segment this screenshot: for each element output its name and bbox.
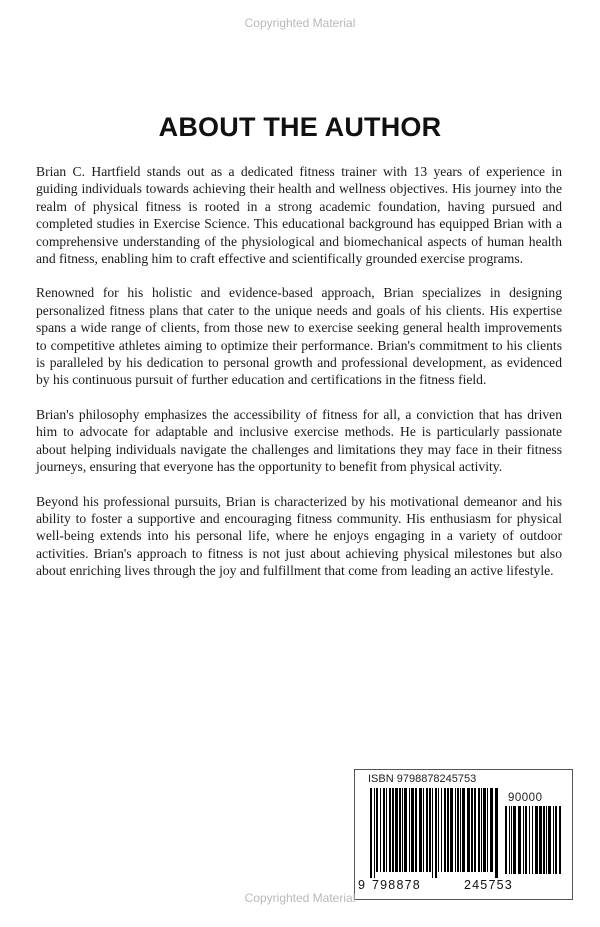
- barcode-bar: [523, 806, 524, 874]
- barcode-bar: [392, 788, 394, 872]
- bio-paragraph-3: Brian's philosophy emphasizes the accessibility of fitness for all, a conviction that has driven him to advocate for adaptable and inclusive exercise methods. He is particularly passionate about helping individuals navigate the challenges and limitations they may face in their fitness journeys, ensuring that everyone has the opportunity to benefit from physical activity.: [36, 406, 562, 475]
- barcode-bar: [435, 788, 437, 878]
- barcode-bar: [483, 788, 486, 872]
- barcode-bar: [546, 806, 547, 874]
- barcode-bar: [404, 788, 407, 872]
- barcode-bar: [490, 788, 493, 872]
- barcode-bar: [535, 806, 538, 874]
- barcode-bar: [532, 806, 533, 874]
- barcode-bar: [415, 788, 417, 872]
- barcode-bar: [548, 806, 551, 874]
- barcode-bar: [511, 806, 512, 874]
- barcode-digit-first: 9: [358, 878, 367, 892]
- copyright-watermark-bottom: Copyrighted Material: [244, 891, 356, 905]
- barcode-bar: [553, 806, 554, 874]
- barcode-bar: [370, 788, 372, 878]
- isbn-barcode: [354, 769, 573, 900]
- barcode-bar: [518, 806, 521, 874]
- barcode-bar: [447, 788, 449, 872]
- barcode-bar: [402, 788, 403, 872]
- barcode-bar: [374, 788, 375, 878]
- barcode-bar: [529, 806, 530, 874]
- barcode-digits-left: 798878: [372, 878, 421, 892]
- page-title: ABOUT THE AUTHOR: [158, 112, 442, 142]
- barcode-bar: [478, 788, 480, 872]
- barcode-bar: [462, 788, 465, 872]
- isbn-label: ISBN 9798878245753: [368, 773, 477, 785]
- barcode-bar: [525, 806, 527, 874]
- barcode-bar: [395, 788, 398, 872]
- barcode-bar: [399, 788, 401, 872]
- barcode-bar: [426, 788, 428, 872]
- barcode-bar: [467, 788, 470, 872]
- barcode-bar: [559, 806, 561, 874]
- addon-barcode-bars-icon: [505, 806, 565, 874]
- barcode-bar: [513, 806, 516, 874]
- copyright-watermark-top: Copyrighted Material: [244, 16, 356, 30]
- barcode-bar: [509, 806, 510, 874]
- barcode-bar: [376, 788, 378, 872]
- barcode-bar: [457, 788, 459, 872]
- barcode-bar: [505, 806, 507, 874]
- barcode-bar: [455, 788, 456, 872]
- bio-paragraph-4: Beyond his professional pursuits, Brian is characterized by his motivational demeanor and his ability to foster a supportive and encouraging fitness community. His enthusiasm for physical well-being extends into his personal life, where he enjoys engaging in a variety of outdoor activities. Brian's approach to fitness is not just about achieving physical milestones but also about enriching lives through the joy and fulfillment that come from leading an active lifestyle.: [36, 493, 562, 579]
- barcode-bar: [555, 806, 557, 874]
- barcode-bar: [383, 788, 385, 872]
- barcode-bar: [386, 788, 387, 872]
- barcode-bar: [471, 788, 473, 872]
- barcode-bar: [423, 788, 424, 872]
- barcode-bars-icon: [370, 788, 500, 878]
- price-code: 90000: [508, 792, 543, 804]
- barcode-bar: [432, 788, 433, 878]
- barcode-bar: [419, 788, 422, 872]
- barcode-bar: [380, 788, 381, 872]
- bio-paragraph-1: Brian C. Hartfield stands out as a dedicated fitness trainer with 13 years of experience in guiding individuals towards achieving their health and wellness objectives. His journey into the realm of physical fitness is rooted in a strong academic foundation, having pursued and completed studies in Exercise Science. This educational background has equipped Brian with a comprehensive understanding of the physiological and biomechanical aspects of human health and fitness, enabling him to craft effective and scientifically grounded exercise programs.: [36, 164, 562, 267]
- barcode-bar: [450, 788, 453, 872]
- barcode-bar: [441, 788, 442, 872]
- barcode-bar: [411, 788, 414, 872]
- barcode-bar: [543, 806, 545, 874]
- barcode-bar: [444, 788, 446, 872]
- bio-paragraph-2: Renowned for his holistic and evidence-based approach, Brian specializes in designing personalized fitness plans that cater to the unique needs and goals of his clients. His expertise spans a wide range of clients, from those new to exercise seeking general health improvements to competitive athletes aiming to optimize their performance. Brian's commitment to his clients is paralleled by his dedication to personal growth and professional development, as evidenced by his continuous pursuit of further education and certifications in the fitness field.: [36, 285, 562, 388]
- barcode-bar: [389, 788, 391, 872]
- barcode-bar: [495, 788, 498, 878]
- barcode-bar: [409, 788, 410, 872]
- barcode-bar: [460, 788, 461, 872]
- barcode-bar: [438, 788, 439, 872]
- author-bio: [36, 163, 562, 597]
- barcode-bar: [481, 788, 482, 872]
- barcode-bar: [429, 788, 431, 872]
- barcode-bar: [474, 788, 476, 872]
- barcode-bar: [539, 806, 542, 874]
- barcode-digits: [358, 878, 570, 892]
- barcode-digits-right: 245753: [464, 878, 513, 892]
- barcode-bar: [487, 788, 488, 872]
